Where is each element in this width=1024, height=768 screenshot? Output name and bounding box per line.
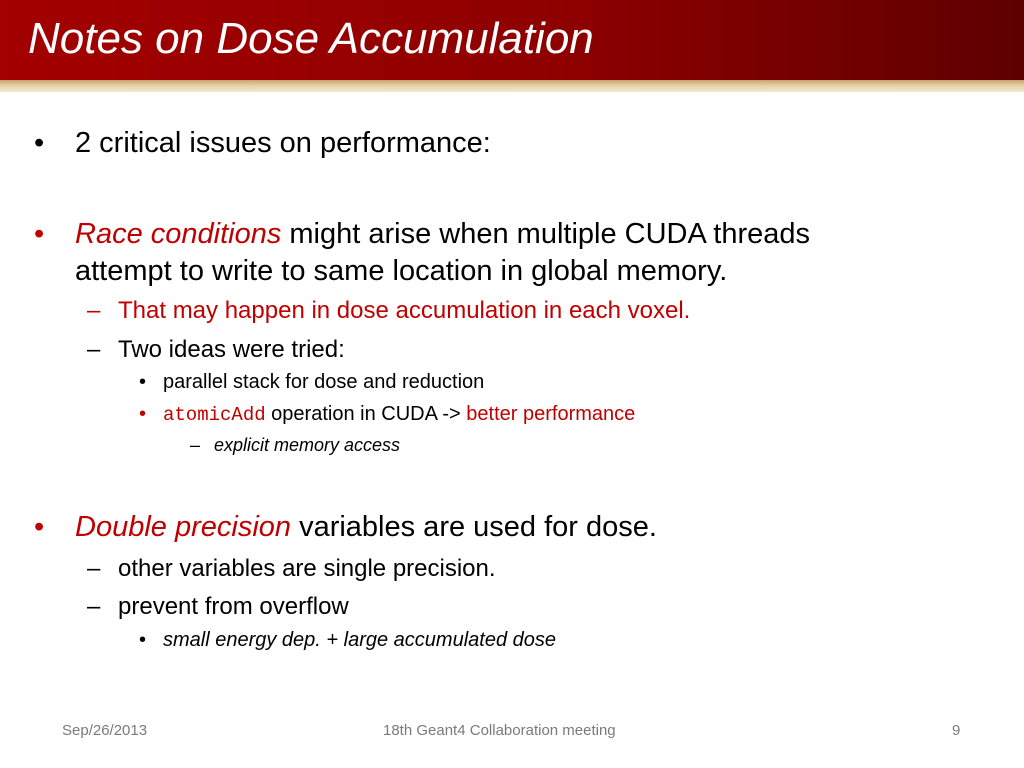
idea-atomic-add [163,403,635,426]
bullet-marker: • [34,511,45,543]
atomic-add-code: atomicAdd [163,404,266,426]
sub-bullet-marker: – [87,297,101,324]
sub-bullet-marker: – [87,336,101,363]
double-precision-emphasis: Double precision [75,511,292,543]
better-performance-highlight: better performance [466,403,636,425]
bullet-critical-issues: 2 critical issues on performance: [75,127,491,159]
fourth-level-marker: – [190,435,201,455]
bullet-marker: • [34,127,45,159]
slide-title: Notes on Dose Accumulation [28,14,594,63]
page-number: 9 [952,722,961,739]
footer-date: Sep/26/2013 [62,722,148,739]
double-precision-text: variables are used for dose. [291,511,657,543]
small-energy-dep: small energy dep. + large accumulated dose [163,629,557,651]
bullet-race-conditions [75,218,810,251]
race-conditions-continuation: attempt to write to same location in global memory. [75,255,728,287]
bullet-double-precision [75,511,657,544]
sub-bullet-dose-voxel: That may happen in dose accumulation in each voxel. [118,297,691,324]
race-conditions-emphasis: Race conditions [75,218,282,250]
third-level-marker: • [139,403,147,425]
third-level-marker: • [139,629,147,651]
explicit-memory-access: explicit memory access [214,435,401,455]
bullet-marker: • [34,218,45,250]
sub-bullet-two-ideas: Two ideas were tried: [118,336,345,363]
title-underline [0,80,1024,92]
atomic-add-text: operation in CUDA -> [265,403,467,425]
sub-bullet-marker: – [87,593,101,620]
title-bar [0,0,1024,80]
third-level-marker: • [139,371,147,393]
sub-bullet-single-precision: other variables are single precision. [118,555,496,582]
sub-bullet-marker: – [87,555,101,582]
idea-parallel-stack: parallel stack for dose and reduction [163,371,485,393]
footer-event: 18th Geant4 Collaboration meeting [383,722,616,739]
race-conditions-text: might arise when multiple CUDA threads [281,218,811,250]
sub-bullet-prevent-overflow: prevent from overflow [118,593,349,620]
